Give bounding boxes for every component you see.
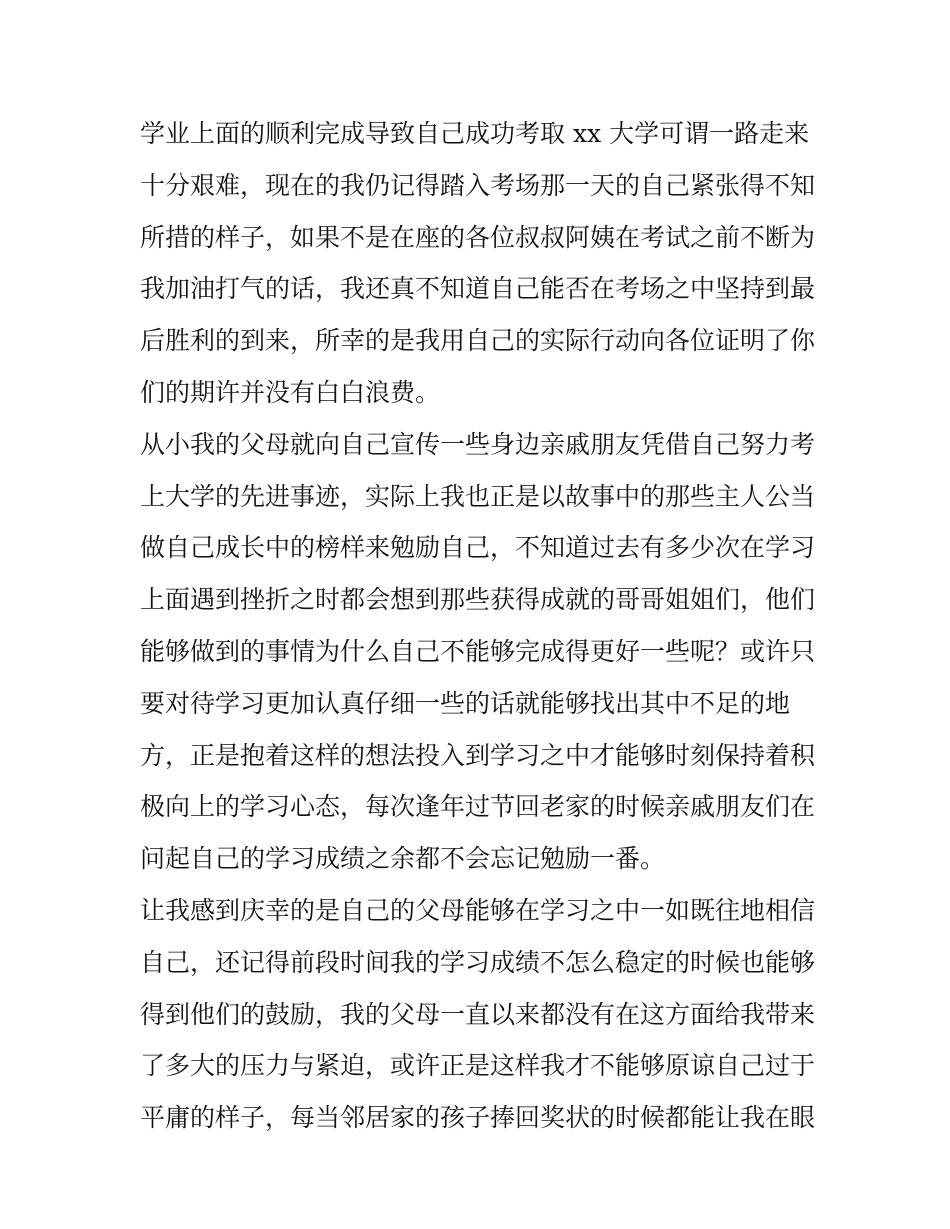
- text-line: 上大学的先进事迹，实际上我也正是以故事中的那些主人公当: [140, 481, 816, 511]
- text-line: 十分艰难，现在的我仍记得踏入考场那一天的自己紧张得不知: [140, 170, 816, 200]
- text-line: 让我感到庆幸的是自己的父母能够在学习之中一如既往地相信: [140, 895, 816, 925]
- text-line: 学业上面的顺利完成导致自己成功考取 xx 大学可谓一路走来: [140, 119, 810, 148]
- text-line: 问起自己的学习成绩之余都不会忘记勉励一番。: [140, 844, 666, 874]
- text-line: 上面遇到挫折之时都会想到那些获得成就的哥哥姐姐们，他们: [140, 585, 816, 615]
- text-line: 后胜利的到来，所幸的是我用自己的实际行动向各位证明了你: [140, 326, 816, 356]
- text-line: 能够做到的事情为什么自己不能够完成得更好一些呢？或许只: [140, 636, 816, 666]
- text-line: 方，正是抱着这样的想法投入到学习之中才能够时刻保持着积: [140, 740, 816, 770]
- text-line: 们的期许并没有白白浪费。: [140, 377, 441, 407]
- text-line: 从小我的父母就向自己宣传一些身边亲戚朋友凭借自己努力考: [140, 429, 816, 459]
- text-line: 我加油打气的话，我还真不知道自己能否在考场之中坚持到最: [140, 274, 816, 304]
- paragraph-1: [140, 108, 830, 419]
- paragraph-3: [140, 885, 830, 1144]
- text-line: 了多大的压力与紧迫，或许正是这样我才不能够原谅自己过于: [140, 1051, 816, 1081]
- text-line: 做自己成长中的榜样来勉励自己，不知道过去有多少次在学习: [140, 533, 816, 563]
- text-line: 平庸的样子，每当邻居家的孩子捧回奖状的时候都能让我在眼: [140, 1103, 816, 1133]
- text-line: 所措的样子，如果不是在座的各位叔叔阿姨在考试之前不断为: [140, 222, 816, 252]
- text-line: 自己，还记得前段时间我的学习成绩不怎么稳定的时候也能够: [140, 947, 816, 977]
- body-text: [140, 108, 830, 1144]
- text-line: 极向上的学习心态，每次逢年过节回老家的时候亲戚朋友们在: [140, 792, 816, 822]
- text-line: 要对待学习更加认真仔细一些的话就能够找出其中不足的地: [140, 688, 791, 718]
- text-line: 得到他们的鼓励，我的父母一直以来都没有在这方面给我带来: [140, 999, 816, 1029]
- paragraph-2: [140, 419, 830, 885]
